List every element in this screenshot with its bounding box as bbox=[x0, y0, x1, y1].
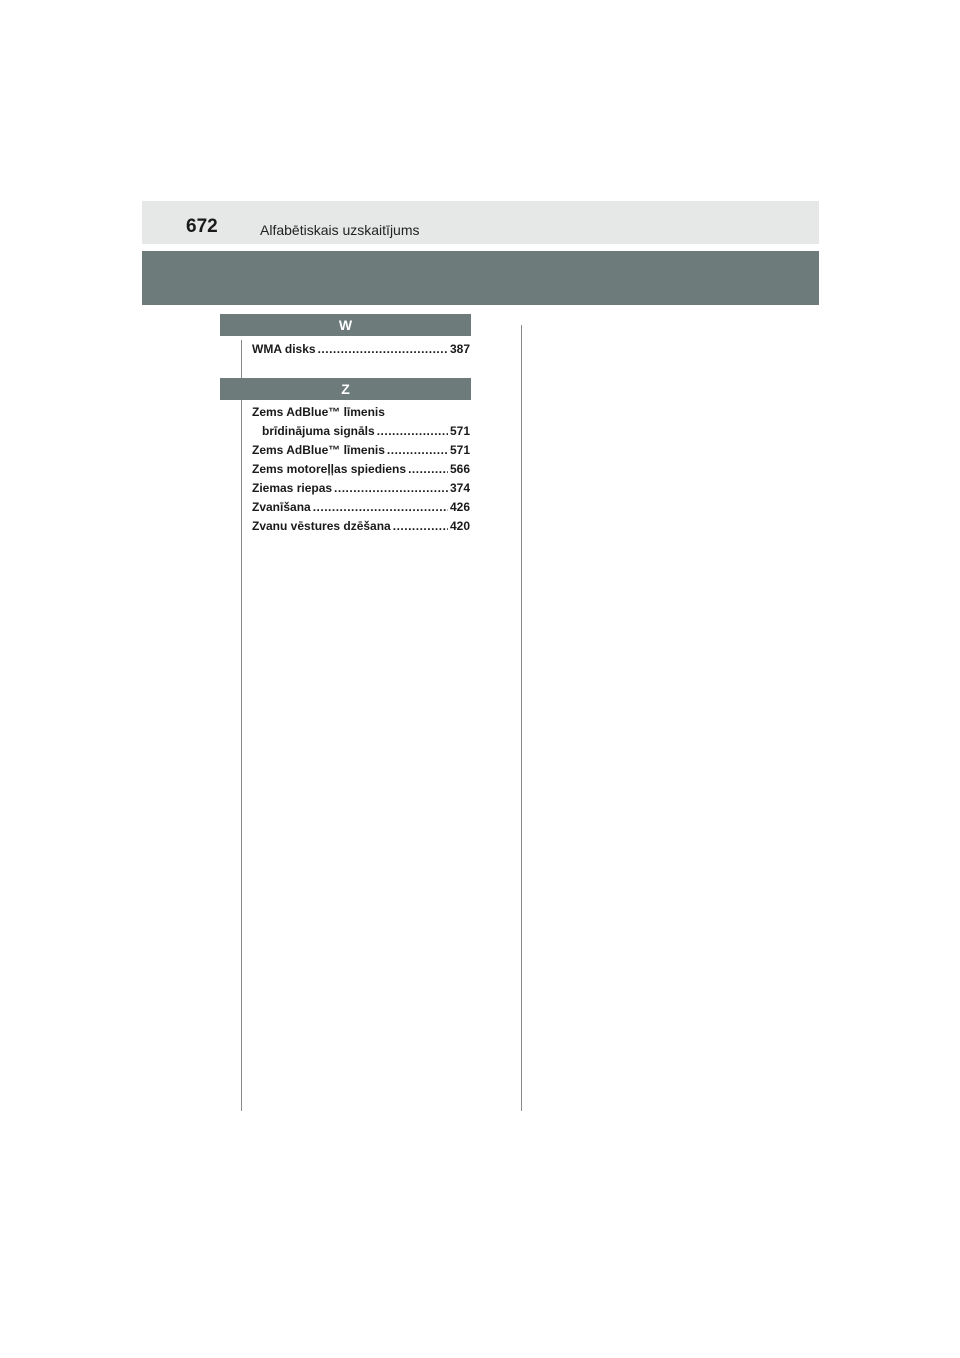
entry-page: 426 bbox=[449, 500, 470, 514]
entry-page: 387 bbox=[449, 342, 470, 356]
index-entry[interactable] bbox=[252, 441, 470, 460]
entry-text: Zems motoreļļas spiediens bbox=[252, 462, 407, 476]
entry-page: 566 bbox=[449, 462, 470, 476]
entry-page: 571 bbox=[449, 424, 470, 438]
entry-text: WMA disks bbox=[252, 342, 316, 356]
entry-page: 374 bbox=[449, 481, 470, 495]
entry-text: Ziemas riepas bbox=[252, 481, 333, 495]
index-entry[interactable] bbox=[252, 498, 470, 517]
index-entry[interactable] bbox=[252, 460, 470, 479]
entry-text: Zems AdBlue™ līmenis bbox=[252, 443, 385, 457]
leader-dots bbox=[393, 517, 448, 536]
index-entry[interactable] bbox=[252, 422, 470, 441]
header-bar bbox=[142, 201, 819, 244]
leader-dots bbox=[387, 441, 448, 460]
entry-text: Zvanu vēstures dzēšana bbox=[252, 519, 391, 533]
leader-dots bbox=[334, 479, 448, 498]
entry-text: brīdinājuma signāls bbox=[262, 424, 375, 438]
index-entry[interactable] bbox=[252, 340, 470, 359]
index-entry[interactable] bbox=[252, 479, 470, 498]
section-title: Alfabētiskais uzskaitījums bbox=[260, 222, 420, 238]
entry-page: 571 bbox=[449, 443, 470, 457]
column-rule-right bbox=[521, 325, 522, 1111]
entry-text: Zvanīšana bbox=[252, 500, 311, 514]
leader-dots bbox=[377, 422, 448, 441]
chapter-band bbox=[142, 251, 819, 305]
index-entry[interactable] bbox=[252, 517, 470, 536]
leader-dots bbox=[408, 460, 448, 479]
letter-heading-w: W bbox=[220, 314, 471, 336]
letter-heading-z: Z bbox=[220, 378, 471, 400]
page-number: 672 bbox=[186, 216, 218, 237]
column-rule-left bbox=[241, 340, 242, 1111]
entry-page: 420 bbox=[449, 519, 470, 533]
leader-dots bbox=[313, 498, 448, 517]
index-list-w bbox=[252, 340, 470, 359]
leader-dots bbox=[318, 340, 448, 359]
entry-text-line1: Zems AdBlue™ līmenis bbox=[252, 405, 385, 419]
index-list-z bbox=[252, 403, 470, 536]
